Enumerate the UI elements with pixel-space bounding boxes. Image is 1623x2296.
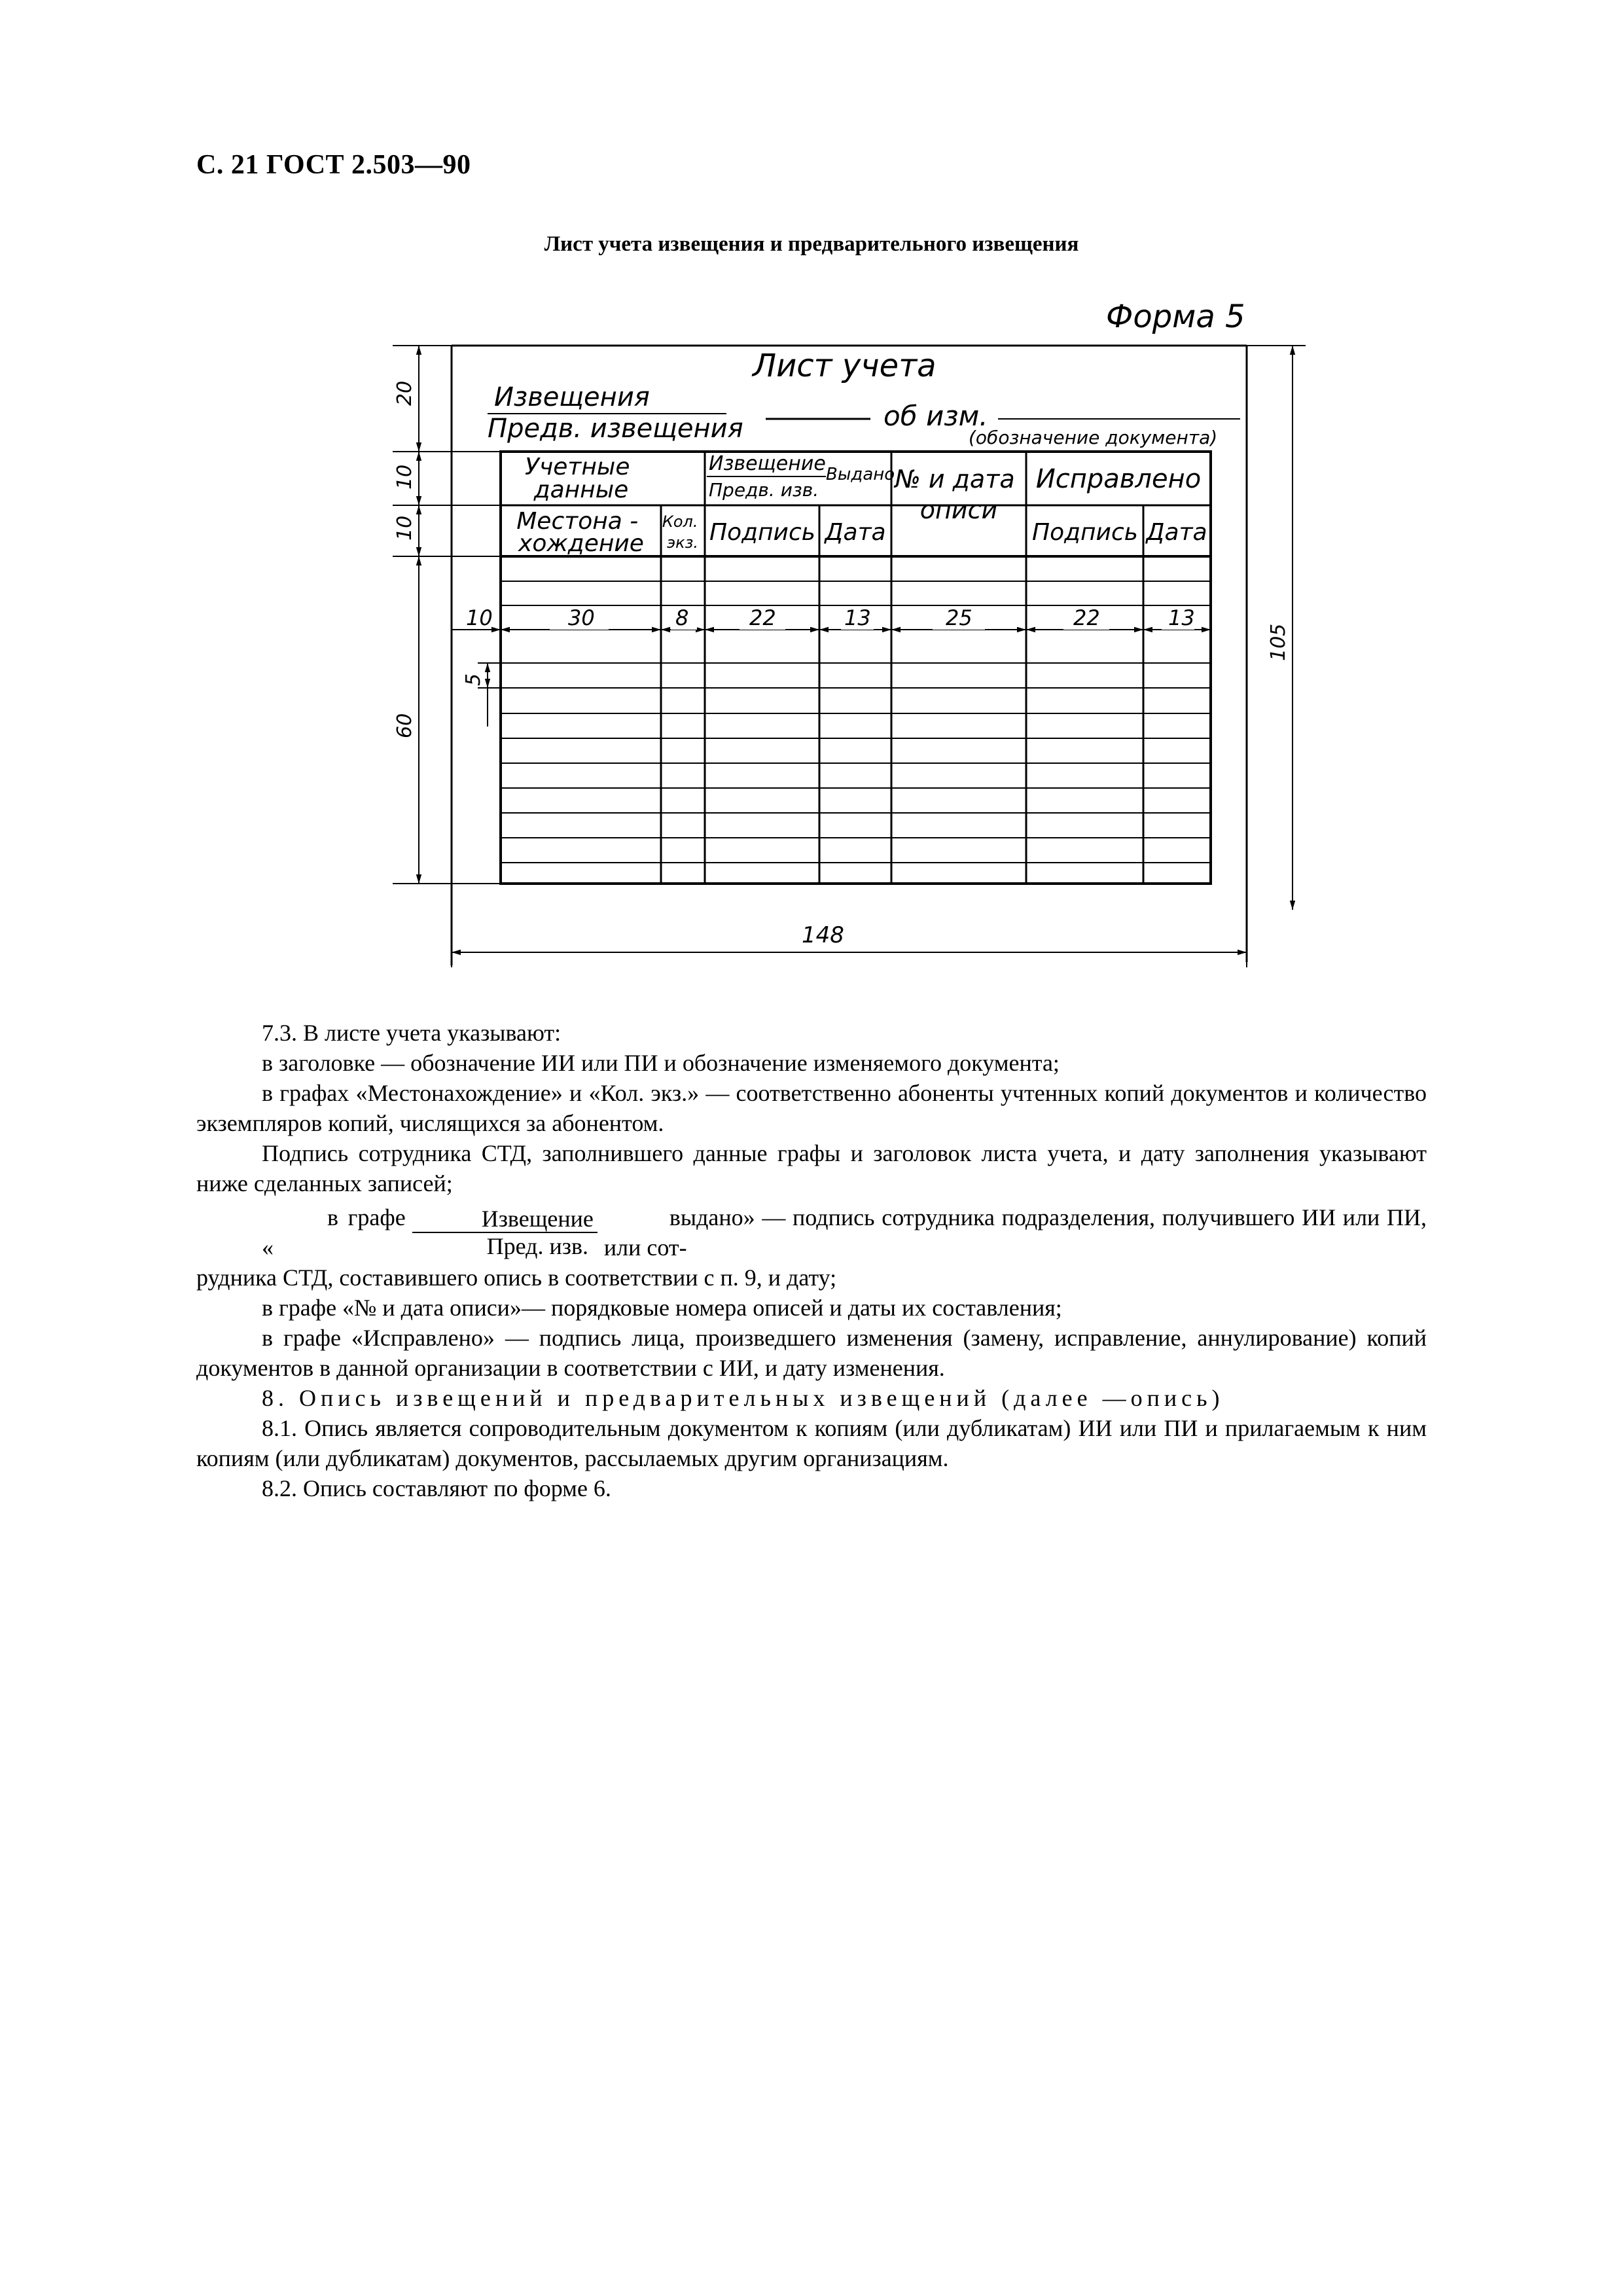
dim-row-header: 20	[393, 380, 416, 406]
heading-account-data: Учетные данные	[525, 454, 630, 503]
paragraph-issued-continuation: рудника СТД, составившего опись в соответствии с п. 9, и дату;	[196, 1265, 837, 1291]
dim-col-margin: 10	[466, 605, 493, 630]
dim-row-group: 10	[393, 464, 416, 490]
issued-rule-fraction	[412, 1206, 597, 1259]
left-dimension-labels	[393, 381, 485, 738]
form-5-drawing	[0, 0, 1623, 1008]
fraction-denominator: Пред. изв.	[486, 1233, 588, 1259]
paragraph-inventory-rule: в графе «№ и дата описи»— порядковые номера описей и даты их составления;	[262, 1295, 1062, 1321]
dim-col-inventory: 25	[946, 605, 972, 630]
dim-row-body: 60	[393, 713, 416, 738]
column-dimension-labels	[466, 605, 1195, 630]
paragraph-8-2: 8.2. Опись составляют по форме 6.	[262, 1475, 611, 1501]
bottom-dimension	[452, 903, 1247, 967]
page-header: С. 21 ГОСТ 2.503—90	[196, 150, 471, 180]
paragraph-heading-rule: в заголовке — обозначение ИИ или ПИ и обозначение изменяемого документа;	[262, 1050, 1060, 1076]
section-8-heading: 8. Опись извещений и предварительных извещений (далее —опись)	[262, 1385, 1224, 1411]
dim-col-sign: 22	[749, 605, 776, 630]
heading-inventory: № и дата описи	[895, 465, 1015, 524]
heading-date2: Дата	[1146, 519, 1207, 546]
heading-issued: Выдано	[826, 465, 895, 484]
heading-copies: Кол. экз.	[662, 512, 699, 552]
sheet-title: Лист учета	[753, 348, 936, 384]
heading-corrected: Исправлено	[1035, 464, 1202, 494]
heading-signature: Подпись	[709, 519, 815, 546]
heading-date: Дата	[825, 519, 886, 546]
heading-location: Местона - хождение	[516, 508, 644, 557]
doc-designation-note: (обозначение документа)	[969, 427, 1218, 448]
paragraph-location-rule: в графах «Местонахождение» и «Кол. экз.» — соответственно абоненты учтенных копий документов и количество экземпляров копий, числящихся за абонентом.	[196, 1080, 1427, 1136]
issued-rule-suffix: выдано» — подпись сотрудника подразделения, получившего ИИ или ПИ, или сот-	[603, 1204, 1427, 1261]
dim-col-location: 30	[568, 605, 595, 630]
paragraph-issued-rule	[196, 1202, 1427, 1263]
heading-notice-fraction	[709, 452, 826, 475]
dim-col-copies: 8	[675, 605, 689, 630]
form-caption: Лист учета извещения и предварительного извещения	[544, 232, 1079, 256]
dim-col-date: 13	[844, 605, 871, 630]
paragraph-signature-rule: Подпись сотрудника СТД, заполнившего данные графы и заголовок листа учета, и дату заполнения указывают ниже сделанных записей;	[196, 1140, 1427, 1196]
heading-signature2: Подпись	[1032, 519, 1138, 546]
dim-row-step: 5	[462, 673, 485, 686]
dim-total-width: 148	[802, 922, 844, 948]
body-text	[196, 1018, 1427, 1503]
heading-notice-top: Извещение	[709, 452, 826, 475]
form-label: Форма 5	[1106, 298, 1245, 335]
dim-col-sign2: 22	[1073, 605, 1100, 630]
paragraph-8-1: 8.1. Опись является сопроводительным документом к копиям (или дубликатам) ИИ или ПИ и прилагаемым к ним копиям (или дубликатам) документов, рассылаемых другим организациям.	[196, 1415, 1427, 1471]
paragraph-7-3: 7.3. В листе учета указывают:	[262, 1020, 562, 1046]
prelim-notice-label: Предв. извещения	[488, 414, 743, 444]
of-change-label: об изм.	[883, 400, 988, 432]
dim-total-height: 105	[1267, 623, 1290, 661]
paragraph-corrected-rule: в графе «Исправлено» — подпись лица, произведшего изменения (замену, исправление, аннулирование) копий документов в данной организации в соответствии с ИИ, и дату изменения.	[196, 1325, 1427, 1381]
dim-col-date2: 13	[1168, 605, 1195, 630]
issued-rule-prefix: в графе «	[262, 1204, 406, 1261]
notice-label: Извещения	[494, 382, 650, 412]
fraction-numerator: Извещение	[412, 1206, 597, 1233]
heading-notice-bottom: Предв. изв.	[709, 479, 819, 501]
dim-row-sub: 10	[393, 515, 416, 541]
